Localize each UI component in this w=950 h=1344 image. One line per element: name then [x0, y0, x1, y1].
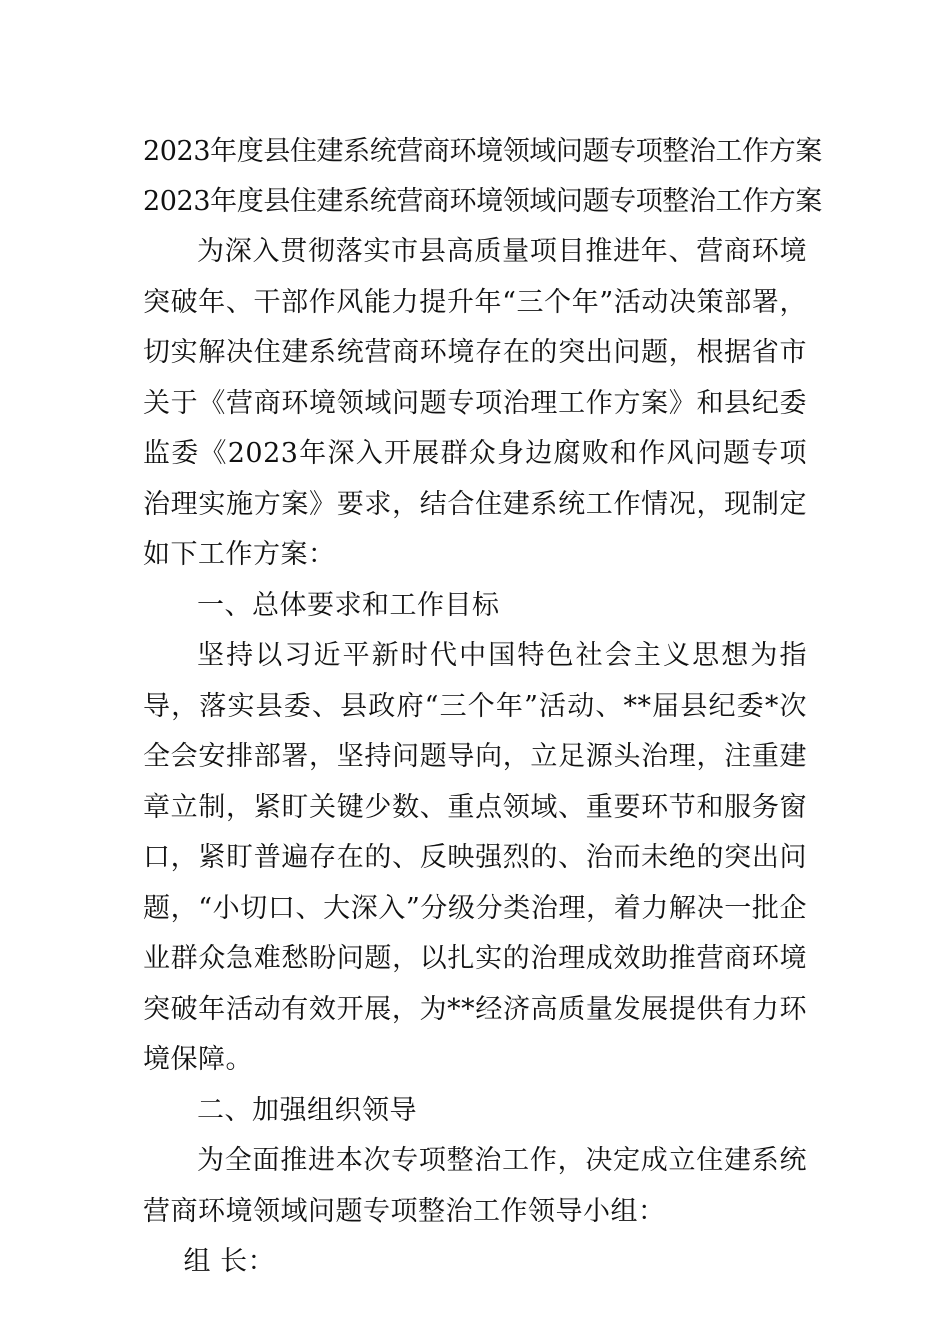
leader-label: 组 长： — [183, 1246, 276, 1277]
section-1-paragraph: 坚持以习近平新时代中国特色社会主义思想为指导，落实县委、县政府“三个年”活动、**届县纪委*次全会安排部署，坚持问题导向，立足源头治理，注重建章立制，紧盯关键少数、重点领域、重要环节和服务窗口，紧盯普遍存在的、反映强烈的、治而未绝的突出问题，“小切口、大深入”分级分类治理，着力解决一批企业群众急难愁盼问题，以扎实的治理成效助推营商环境突破年活动有效开展，为**经济高质量发展提供有力环境保障。 — [143, 640, 807, 1075]
document-title-line-2: 2023年度县住建系统营商环境领域问题专项整治工作方案 — [143, 186, 822, 217]
intro-paragraph: 为深入贯彻落实市县高质量项目推进年、营商环境突破年、干部作风能力提升年“三个年”活动决策部署，切实解决住建系统营商环境存在的突出问题，根据省市关于《营商环境领域问题专项治理工作方案》和县纪委监委《2023年深入开展群众身边腐败和作风问题专项治理实施方案》要求，结合住建系统工作情况，现制定如下工作方案： — [143, 236, 807, 570]
section-2-heading: 二、加强组织领导 — [197, 1094, 417, 1126]
section-1-heading: 一、总体要求和工作目标 — [197, 589, 500, 621]
document-body — [143, 127, 822, 1288]
section-2-paragraph: 为全面推进本次专项整治工作，决定成立住建系统营商环境领域问题专项整治工作领导小组： — [143, 1145, 807, 1227]
document-title-line-1: 2023年度县住建系统营商环境领域问题专项整治工作方案 — [143, 136, 822, 167]
